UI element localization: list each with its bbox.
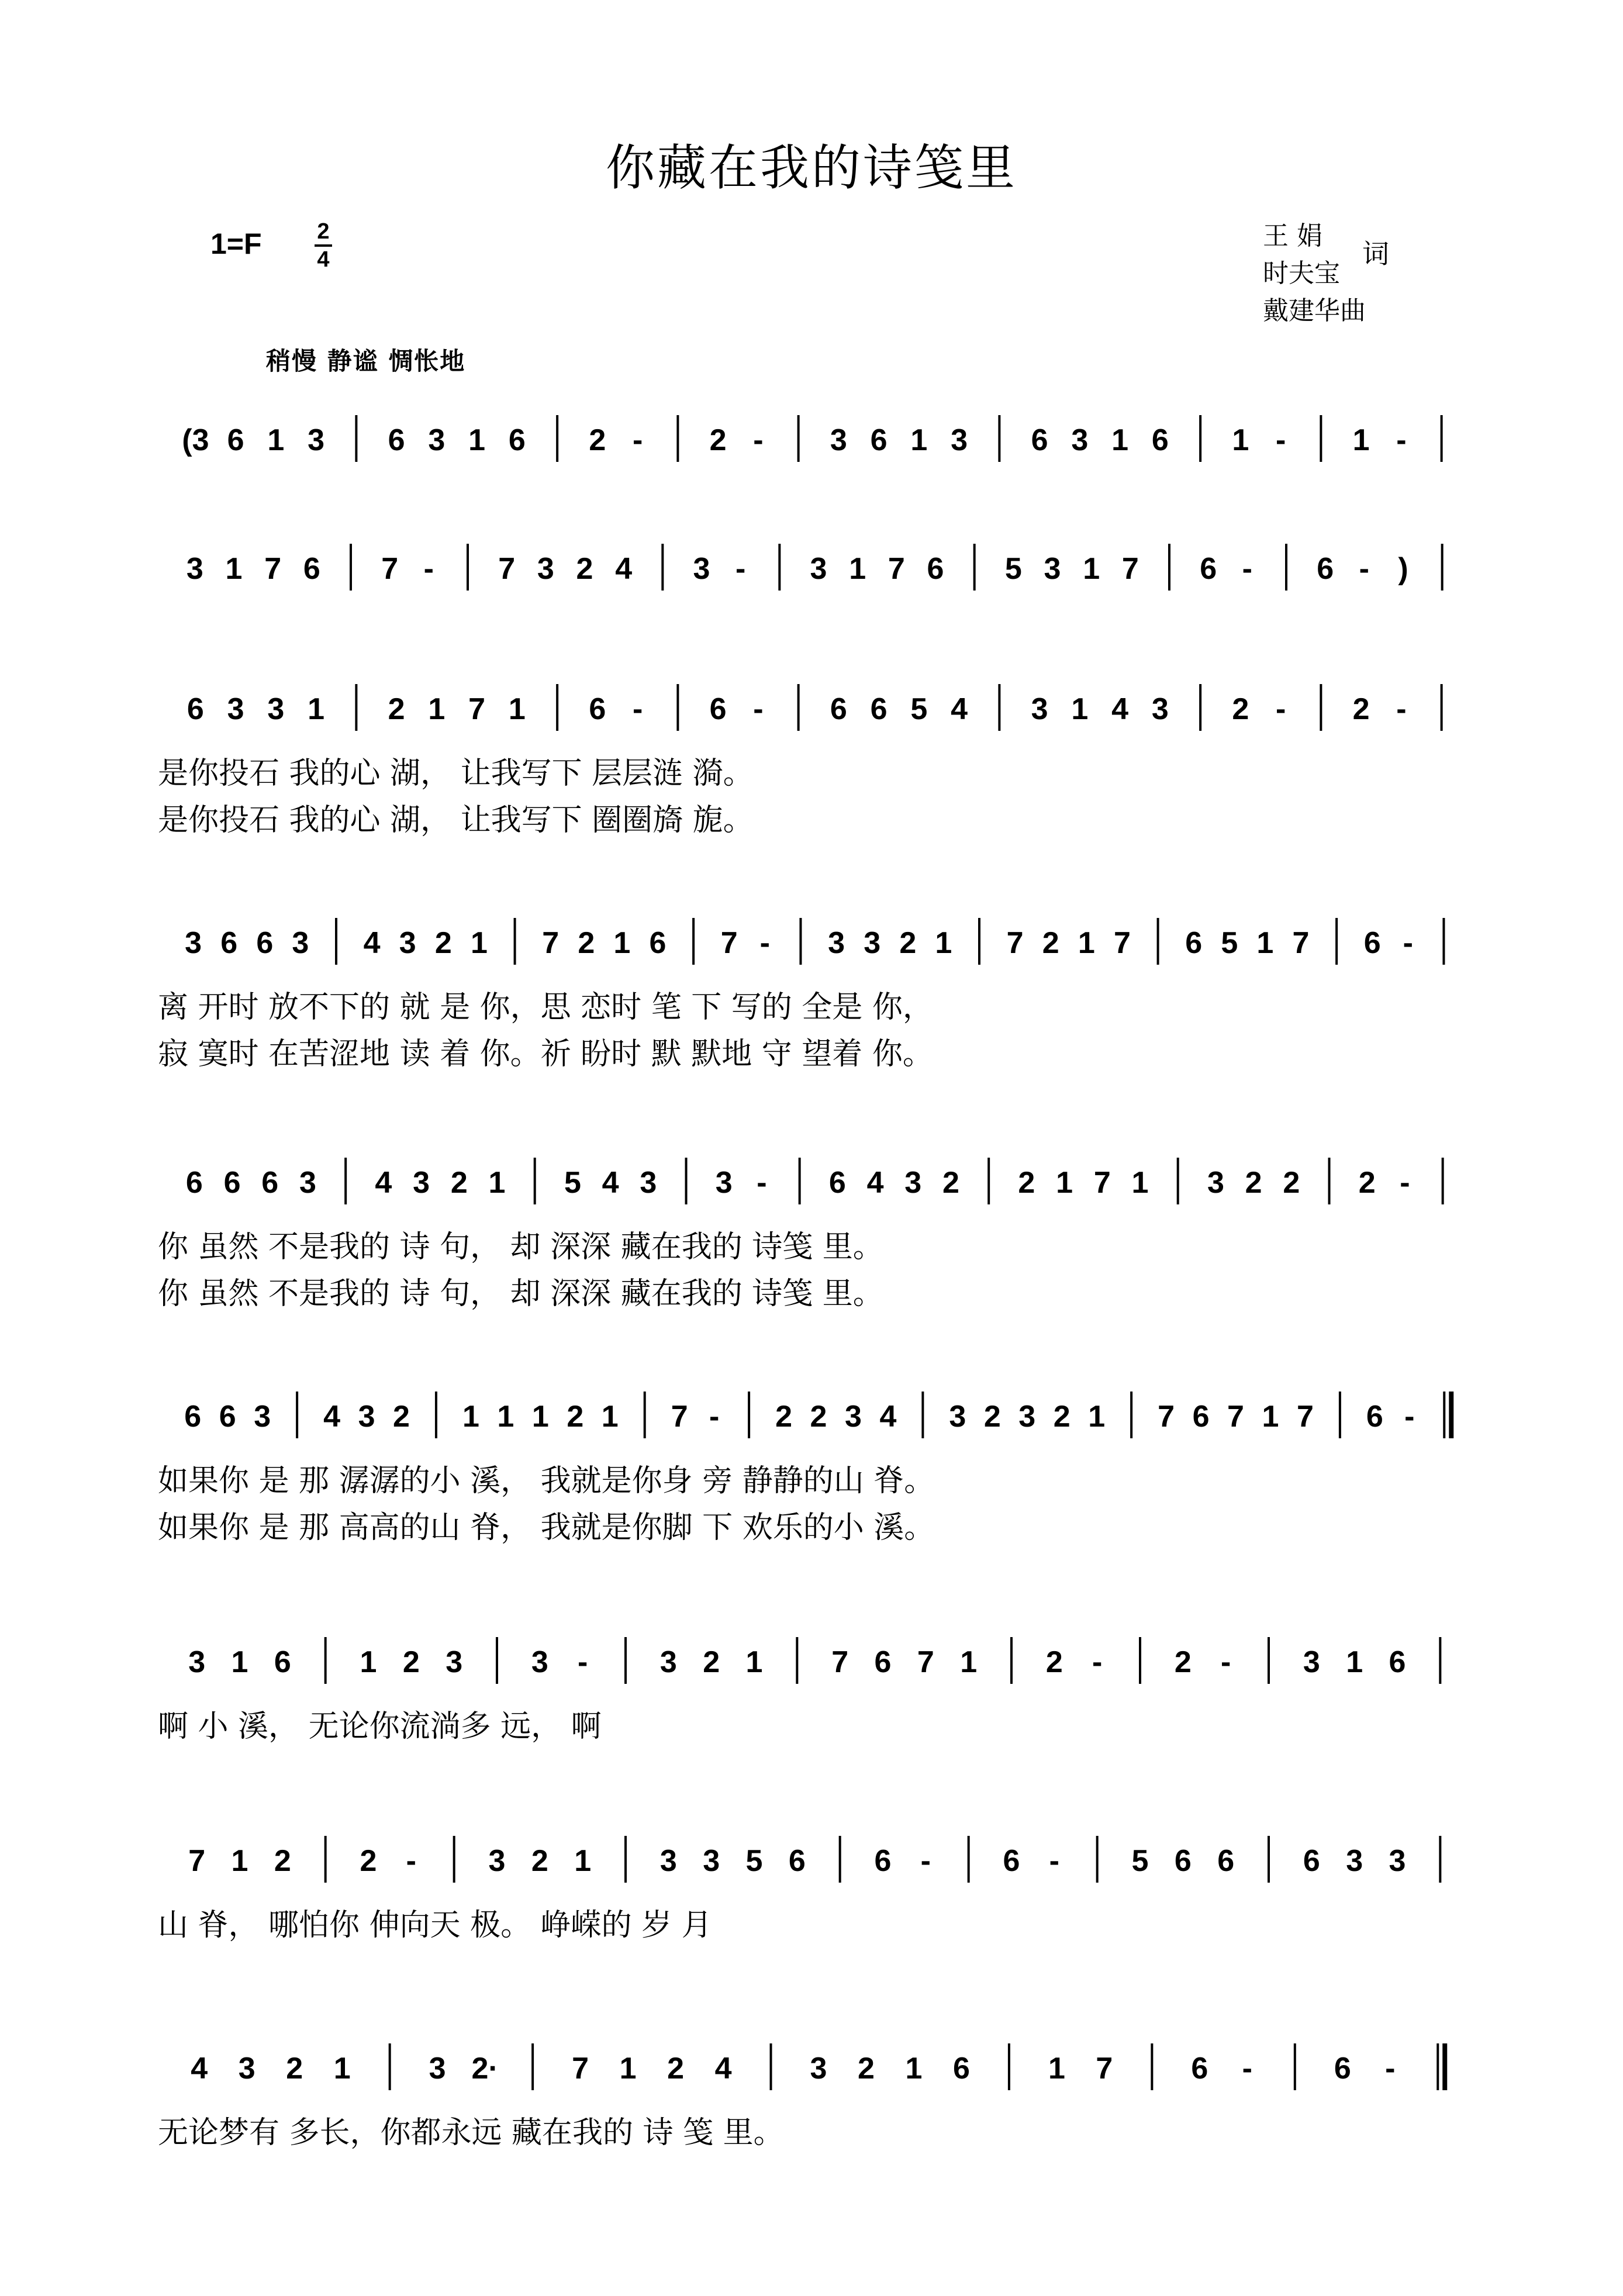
note: -: [753, 692, 764, 726]
note: 3: [267, 692, 285, 726]
note: 6: [927, 552, 944, 586]
note: 2: [1018, 1166, 1035, 1200]
note: 3: [844, 1400, 862, 1434]
note: 3: [949, 1400, 966, 1434]
composer: 戴建华曲: [1263, 296, 1366, 326]
note: 6: [1192, 1400, 1210, 1434]
note: 1: [1088, 1400, 1106, 1434]
note: 2: [1358, 1166, 1376, 1200]
note: 6: [1200, 552, 1217, 586]
note: 2: [703, 1645, 720, 1679]
note: 1: [1078, 926, 1095, 960]
note: -: [632, 423, 643, 457]
note: 6: [874, 1645, 892, 1679]
note: 1: [960, 1645, 978, 1679]
note: 1: [231, 1844, 248, 1878]
note: 6: [870, 423, 888, 457]
note: -: [1403, 926, 1413, 960]
note: 6: [870, 692, 888, 726]
note: 1: [1083, 552, 1100, 586]
note: 6: [1003, 1844, 1020, 1878]
note: 6: [185, 1166, 203, 1200]
note: -: [423, 552, 434, 586]
note: 3: [399, 926, 416, 960]
note: 1: [308, 692, 325, 726]
note: -: [1385, 2052, 1396, 2086]
note: 7: [917, 1645, 934, 1679]
note: 2: [942, 1166, 959, 1200]
note: 6: [223, 1166, 241, 1200]
note: 3: [1044, 552, 1061, 586]
note: 3: [1151, 692, 1169, 726]
note: 3: [358, 1400, 375, 1434]
note: 3: [640, 1166, 657, 1200]
note: 6: [184, 1400, 202, 1434]
note: 7: [264, 552, 282, 586]
note: 7: [498, 552, 516, 586]
note: 3: [703, 1844, 720, 1878]
tempo-marking: 稍慢 静谧 惆怅地: [266, 347, 466, 375]
note: 2: [402, 1645, 420, 1679]
note: 4: [879, 1400, 897, 1434]
note: 6: [649, 926, 667, 960]
note: 7: [1006, 926, 1024, 960]
note: -: [1396, 692, 1407, 726]
note: 3: [537, 552, 554, 586]
note: 6: [1174, 1844, 1192, 1878]
note: 7: [671, 1400, 688, 1434]
note: 7: [188, 1844, 206, 1878]
note: 3: [830, 423, 847, 457]
note: 2: [567, 1400, 584, 1434]
note: 5: [1221, 926, 1238, 960]
note: 7: [1096, 2052, 1113, 2086]
note: 3: [1031, 692, 1048, 726]
note: 1: [1048, 2052, 1065, 2086]
note: -: [920, 1844, 931, 1878]
note: 3: [1303, 1645, 1320, 1679]
note: 7: [468, 692, 486, 726]
note: -: [1404, 1400, 1415, 1434]
lyric-line: 你 虽然 不是我的 诗 句， 却 深深 藏在我的 诗笺 里。: [158, 1230, 883, 1265]
note: 6: [709, 692, 727, 726]
note: 6: [830, 692, 847, 726]
note: 1: [497, 1400, 514, 1434]
note: 3: [659, 1645, 677, 1679]
note: 6: [187, 692, 204, 726]
note: 4: [866, 1166, 884, 1200]
note: 7: [1227, 1400, 1244, 1434]
note: 6: [219, 1400, 236, 1434]
lyric-line: 如果你 是 那 潺潺的小 溪， 我就是你身 旁 静静的山 脊。: [158, 1463, 935, 1499]
lyric-line: 寂 寞时 在苦涩地 读 着 你。祈 盼时 默 默地 守 望着 你。: [158, 1037, 933, 1072]
note: 4: [951, 692, 968, 726]
note: 3: [828, 926, 845, 960]
note: 2: [531, 1844, 548, 1878]
lyricist-2: 时夫宝: [1263, 258, 1340, 288]
note: 3: [254, 1400, 271, 1434]
note: 1: [488, 1166, 506, 1200]
note: 2: [576, 552, 593, 586]
note: 1: [1352, 423, 1370, 457]
note: 2: [983, 1400, 1001, 1434]
note: 1: [231, 1645, 248, 1679]
note: 3: [428, 423, 446, 457]
note: 1: [905, 2052, 923, 2086]
note: 1: [225, 552, 243, 586]
note: 1: [1071, 692, 1089, 726]
note: 1: [601, 1400, 619, 1434]
note: 6: [256, 926, 274, 960]
note: 7: [888, 552, 905, 586]
note: 1: [508, 692, 526, 726]
time-signature-bottom: 4: [317, 247, 330, 272]
note: 2: [360, 1844, 377, 1878]
note: 4: [375, 1166, 392, 1200]
note: -: [735, 552, 746, 586]
note: 6: [227, 423, 244, 457]
note: 2: [1042, 926, 1059, 960]
note: 3: [1071, 423, 1089, 457]
note: 3: [413, 1166, 430, 1200]
note: 3: [292, 926, 309, 960]
note: 4: [602, 1166, 619, 1200]
lyricist-1: 王 娟: [1263, 221, 1322, 251]
note: 1: [849, 552, 866, 586]
note: -: [1400, 1166, 1410, 1200]
note: 3: [951, 423, 968, 457]
note: -: [1242, 552, 1252, 586]
lyric-line: 是你投石 我的心 湖， 让我写下 圈圈旖 旎。: [158, 803, 754, 838]
note: 6: [874, 1844, 892, 1878]
note: -: [1275, 423, 1286, 457]
note: 2: [286, 2052, 303, 2086]
lyric-line: 你 虽然 不是我的 诗 句， 却 深深 藏在我的 诗笺 里。: [158, 1276, 883, 1311]
note: 6: [589, 692, 606, 726]
note: 6: [952, 2052, 970, 2086]
note: 3: [188, 1645, 206, 1679]
note: 7: [1292, 926, 1310, 960]
lyric-suffix: 词: [1362, 238, 1389, 270]
note: 1: [613, 926, 631, 960]
note: 6: [1366, 1400, 1383, 1434]
note: 5: [1131, 1844, 1149, 1878]
note: 6: [1185, 926, 1203, 960]
note: 2: [709, 423, 727, 457]
note: 6: [1151, 423, 1169, 457]
note: 1: [1256, 926, 1274, 960]
note: 1: [267, 423, 285, 457]
note: 6: [1317, 552, 1334, 586]
lyric-line: 山 脊， 哪怕你 伸向天 极。 峥嵘的 岁 月: [158, 1908, 712, 1943]
note: 3: [531, 1645, 548, 1679]
note: 2: [1232, 692, 1249, 726]
note: -: [709, 1400, 720, 1434]
note: 3: [693, 552, 710, 586]
note: 3: [1346, 1844, 1363, 1878]
note: 5: [564, 1166, 581, 1200]
time-signature-top: 2: [317, 219, 330, 244]
note: 2: [274, 1844, 291, 1878]
note: -: [1049, 1844, 1059, 1878]
note: ): [1398, 552, 1408, 586]
note: 2: [1053, 1400, 1071, 1434]
note: 6: [303, 552, 320, 586]
note: 3: [810, 552, 827, 586]
note: 1: [1262, 1400, 1279, 1434]
note: 3: [904, 1166, 922, 1200]
note: 1: [462, 1400, 479, 1434]
note: 3: [1389, 1844, 1406, 1878]
note: 6: [388, 423, 405, 457]
song-title: 你藏在我的诗笺里: [605, 139, 1017, 196]
note: 7: [1113, 926, 1131, 960]
note: 4: [1111, 692, 1129, 726]
note: 7: [1158, 1400, 1175, 1434]
note: 3: [659, 1844, 677, 1878]
note: 5: [1004, 552, 1022, 586]
note: 3: [715, 1166, 733, 1200]
note: 2: [434, 926, 452, 960]
note: -: [1221, 1645, 1231, 1679]
note: 7: [381, 552, 399, 586]
note: 1: [574, 1844, 592, 1878]
note: 4: [363, 926, 381, 960]
note: 3: [446, 1645, 463, 1679]
note: 3: [299, 1166, 316, 1200]
note: 5: [745, 1844, 763, 1878]
note: 7: [1121, 552, 1139, 586]
note: 6: [1363, 926, 1381, 960]
note: -: [1092, 1645, 1103, 1679]
note: 6: [261, 1166, 279, 1200]
key-signature: 1=F: [210, 227, 262, 260]
note: -: [578, 1645, 588, 1679]
note: 4: [714, 2052, 732, 2086]
note: 7: [720, 926, 738, 960]
note: 1: [360, 1645, 377, 1679]
note: 1: [1232, 423, 1249, 457]
lyric-line: 离 开时 放不下的 就 是 你，思 恋时 笔 下 写的 全是 你，: [158, 990, 933, 1025]
lyric-line: 如果你 是 那 高高的山 脊， 我就是你脚 下 欢乐的小 溪。: [158, 1510, 935, 1545]
note: 2: [1174, 1645, 1192, 1679]
note: 3: [864, 926, 881, 960]
note: 2: [1245, 1166, 1262, 1200]
note: 5: [910, 692, 928, 726]
note: 7: [542, 926, 560, 960]
note: 1: [1056, 1166, 1073, 1200]
note: 1: [1131, 1166, 1149, 1200]
note: 6: [788, 1844, 806, 1878]
note: 6: [828, 1166, 846, 1200]
note: -: [406, 1844, 416, 1878]
note: 1: [910, 423, 928, 457]
note: 2: [393, 1400, 410, 1434]
note: 6: [1191, 2052, 1208, 2086]
note: 2: [775, 1400, 793, 1434]
note: 7: [572, 2052, 589, 2086]
note: 3: [1018, 1400, 1036, 1434]
note: 6: [1217, 1844, 1235, 1878]
note: 1: [470, 926, 488, 960]
note: 6: [1334, 2052, 1351, 2086]
note: 2: [1283, 1166, 1300, 1200]
note: 3: [810, 2052, 827, 2086]
note: 1: [428, 692, 446, 726]
note: 3: [185, 926, 202, 960]
note: 1: [745, 1645, 763, 1679]
note: (3: [182, 423, 209, 457]
note: 2: [388, 692, 405, 726]
note: 3: [238, 2052, 255, 2086]
note: 7: [1093, 1166, 1111, 1200]
note: 1: [333, 2052, 351, 2086]
lyric-line: 是你投石 我的心 湖， 让我写下 层层涟 漪。: [158, 756, 754, 791]
note: 3: [488, 1844, 506, 1878]
note: 4: [615, 552, 633, 586]
note: 1: [1111, 423, 1129, 457]
note: 6: [1031, 423, 1048, 457]
note: -: [759, 926, 770, 960]
note: 7: [831, 1645, 849, 1679]
note: 2: [578, 926, 595, 960]
note: 2: [899, 926, 917, 960]
note: 2: [1352, 692, 1370, 726]
note: 2: [1045, 1645, 1063, 1679]
note: -: [1359, 552, 1369, 586]
note: 1: [468, 423, 486, 457]
note: 6: [1389, 1645, 1406, 1679]
note: 1: [1346, 1645, 1363, 1679]
note: -: [757, 1166, 767, 1200]
note: 6: [1303, 1844, 1320, 1878]
note: -: [753, 423, 764, 457]
note: 2·: [471, 2052, 499, 2086]
note: 3: [429, 2052, 446, 2086]
note: 1: [935, 926, 952, 960]
lyric-line: 无论梦有 多长，你都永远 藏在我的 诗 笺 里。: [158, 2115, 784, 2150]
note: 2: [858, 2052, 875, 2086]
note: -: [1396, 423, 1407, 457]
note: 4: [323, 1400, 341, 1434]
note: 2: [667, 2052, 685, 2086]
note: 6: [508, 423, 526, 457]
note: 3: [1207, 1166, 1224, 1200]
note: -: [1242, 2052, 1252, 2086]
note: 3: [186, 552, 203, 586]
note: 1: [619, 2052, 637, 2086]
note: 2: [810, 1400, 827, 1434]
note: 2: [589, 423, 606, 457]
note: 6: [220, 926, 238, 960]
note: 6: [274, 1645, 291, 1679]
note: 7: [1296, 1400, 1314, 1434]
note: 1: [531, 1400, 549, 1434]
note: 3: [308, 423, 325, 457]
note: 2: [450, 1166, 468, 1200]
note: 4: [191, 2052, 208, 2086]
note: -: [1275, 692, 1286, 726]
note: -: [632, 692, 643, 726]
lyric-line: 啊 小 溪， 无论你流淌多 远， 啊: [158, 1709, 602, 1744]
note: 3: [227, 692, 244, 726]
